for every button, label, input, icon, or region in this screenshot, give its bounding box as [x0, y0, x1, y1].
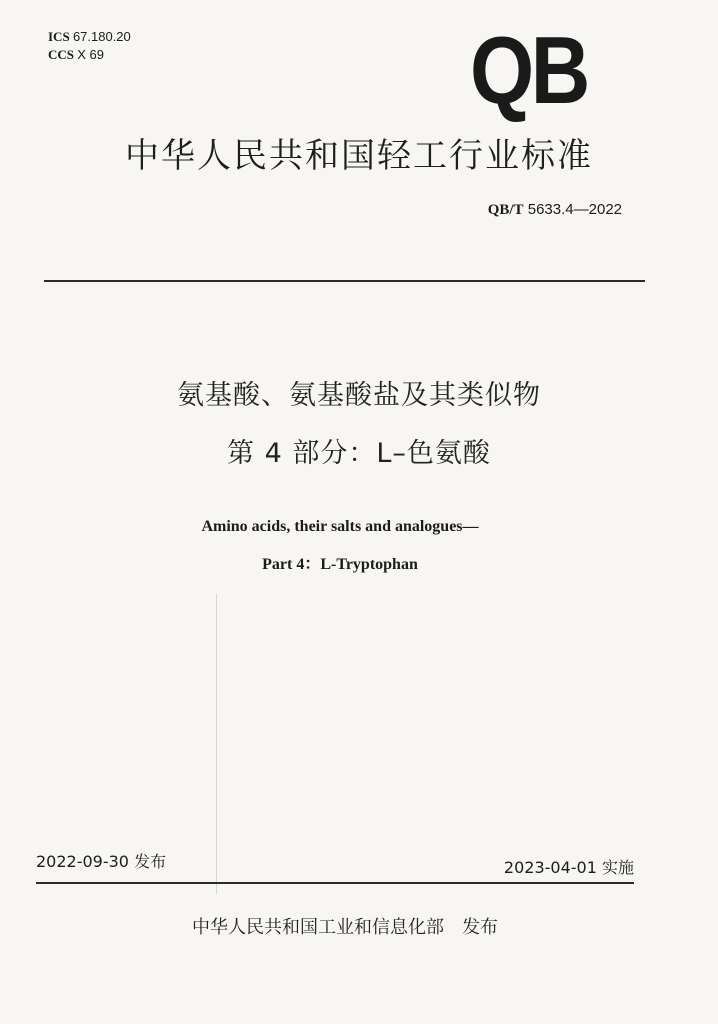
issuing-authority-title: 中华人民共和国轻工行业标准	[125, 136, 593, 176]
standard-number	[488, 200, 622, 220]
standard-code: 5633.4—2022	[527, 201, 622, 218]
publisher	[0, 916, 690, 940]
top-divider	[44, 280, 645, 282]
title-cn-line2: 第 4 部分：L–色氨酸	[227, 438, 491, 469]
title-en-line2: Part 4：L-Tryptophan	[262, 556, 418, 573]
ics-code-line	[48, 28, 131, 46]
publisher-action: 发布	[462, 917, 498, 938]
page-fold-mark	[216, 594, 217, 894]
publisher-name: 中华人民共和国工业和信息化部	[192, 917, 444, 938]
effective-date: 2023-04-01 实施	[503, 858, 634, 877]
ccs-code: X 69	[77, 47, 105, 62]
classification-codes	[48, 28, 131, 64]
ics-code: 67.180.20	[72, 29, 131, 44]
qb-logo: QB	[470, 17, 587, 124]
standard-prefix: QB/T	[487, 202, 524, 218]
ccs-label: CCS	[48, 47, 75, 62]
title-en-line1: Amino acids, their salts and analogues—	[201, 518, 479, 535]
title-cn-line1: 氨基酸、氨基酸盐及其类似物	[177, 380, 541, 411]
ccs-code-line	[48, 46, 131, 64]
ics-label: ICS	[48, 29, 70, 44]
bottom-divider	[36, 882, 634, 884]
issue-date: 2022-09-30 发布	[36, 852, 167, 871]
